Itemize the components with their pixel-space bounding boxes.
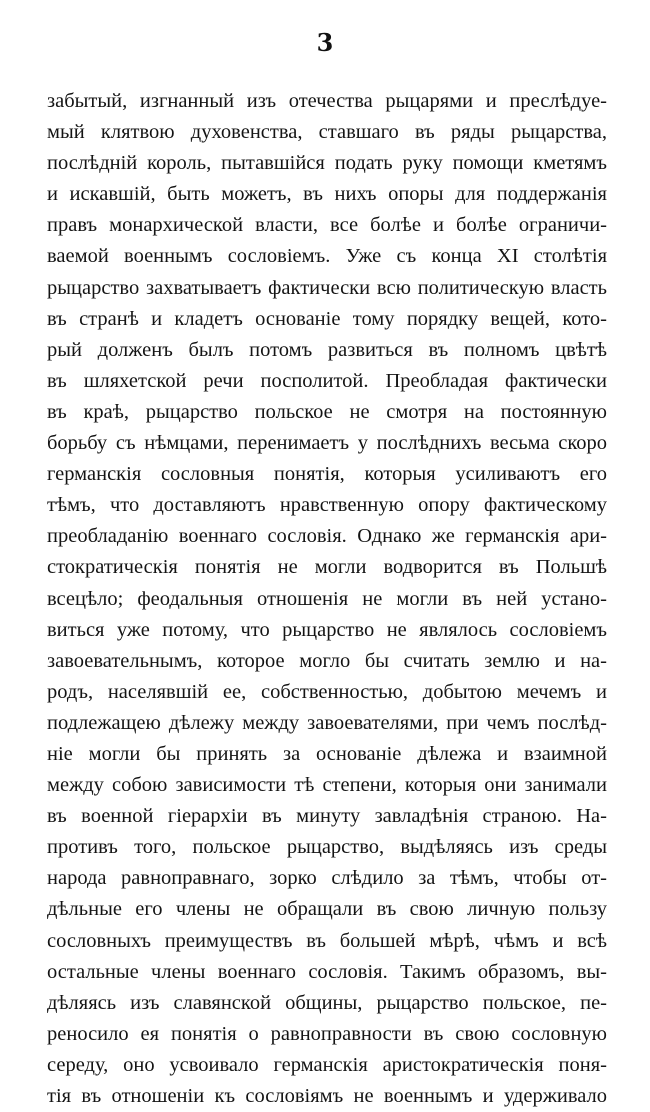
page-number: 3 xyxy=(316,28,334,57)
text-line: тiя въ отношенiи къ сословiямъ не военнымъ и удерживало xyxy=(47,1085,607,1107)
text-line: германскiя сословныя понятiя, которыя усиливаютъ его xyxy=(47,463,607,486)
text-line: реносило ея понятiя о равноправности въ свою сословную xyxy=(47,1022,607,1045)
text-line: противъ того, польское рыцарство, выдѣляясь изъ среды xyxy=(47,836,607,859)
text-line: сословныхъ преимуществъ въ большей мѣрѣ, чѣмъ и всѣ xyxy=(47,929,607,952)
text-line: въ краѣ, рыцарство польское не смотря на постоянную xyxy=(47,400,607,423)
text-line: рый долженъ былъ потомъ развиться въ полномъ цвѣтѣ xyxy=(47,338,607,361)
text-line: родъ, населявшiй ее, собственностью, добытою мечемъ и xyxy=(47,680,607,703)
text-line: послѣднiй король, пытавшiйся подать руку помощи кметямъ xyxy=(47,152,607,175)
text-line: въ шляхетской речи посполитой. Преобладая фактически xyxy=(47,369,607,392)
text-line: завоевательнымъ, которое могло бы считать землю и на- xyxy=(47,649,607,672)
text-line: дѣльные его члены не обращали въ свою личную пользу xyxy=(47,898,607,921)
text-line: остальные члены военнаго сословiя. Такимъ образомъ, вы- xyxy=(47,960,607,983)
text-line: мый клятвою духовенства, ставшаго въ ряды рыцарства, xyxy=(47,121,607,144)
text-line: въ странѣ и кладетъ основанiе тому порядку вещей, кото- xyxy=(47,307,607,330)
text-line: и искавшiй, быть можетъ, въ нихъ опоры для поддержанiя xyxy=(47,183,607,206)
text-line: середу, оно усвоивало германскiя аристократическiя поня- xyxy=(47,1053,607,1076)
text-line: нiе могли бы принять за основанiе дѣлежа и взаимной xyxy=(47,742,607,765)
text-line: правъ монархической власти, все болѣе и болѣе ограничи- xyxy=(47,214,607,237)
text-line: народа равноправнаго, зорко слѣдило за тѣмъ, чтобы от- xyxy=(47,867,607,890)
text-line: забытый, изгнанный изъ отечества рыцарями и преслѣдуе- xyxy=(47,90,607,112)
text-line: рыцарство захватываетъ фактически всю политическую власть xyxy=(47,276,607,299)
body-text xyxy=(47,86,607,1112)
text-line: тѣмъ, что доставляютъ нравственную опору фактическому xyxy=(47,494,607,517)
text-line: борьбу съ нѣмцами, перенимаетъ у послѣднихъ весьма скоро xyxy=(47,432,607,455)
text-line: виться уже потому, что рыцарство не являлось сословiемъ xyxy=(47,618,607,641)
text-line: стократическiя понятiя не могли водворится въ Польшѣ xyxy=(47,556,607,579)
text-line: подлежащею дѣлежу между завоевателями, при чемъ послѣд- xyxy=(47,711,607,734)
text-line: между собою зависимости тѣ степени, которыя они занимали xyxy=(47,774,607,797)
text-line: дѣляясь изъ славянской общины, рыцарство польское, пе- xyxy=(47,991,607,1014)
text-line: всецѣло; феодальныя отношенiя не могли въ ней устано- xyxy=(47,587,607,610)
text-line: въ военной гiерархiи въ минуту завладѣнiя страною. На- xyxy=(47,805,607,828)
text-line: преобладанiю военнаго сословiя. Однако же германскiя ари- xyxy=(47,525,607,548)
text-line: ваемой военнымъ сословiемъ. Уже съ конца XI столѣтiя xyxy=(47,245,607,268)
